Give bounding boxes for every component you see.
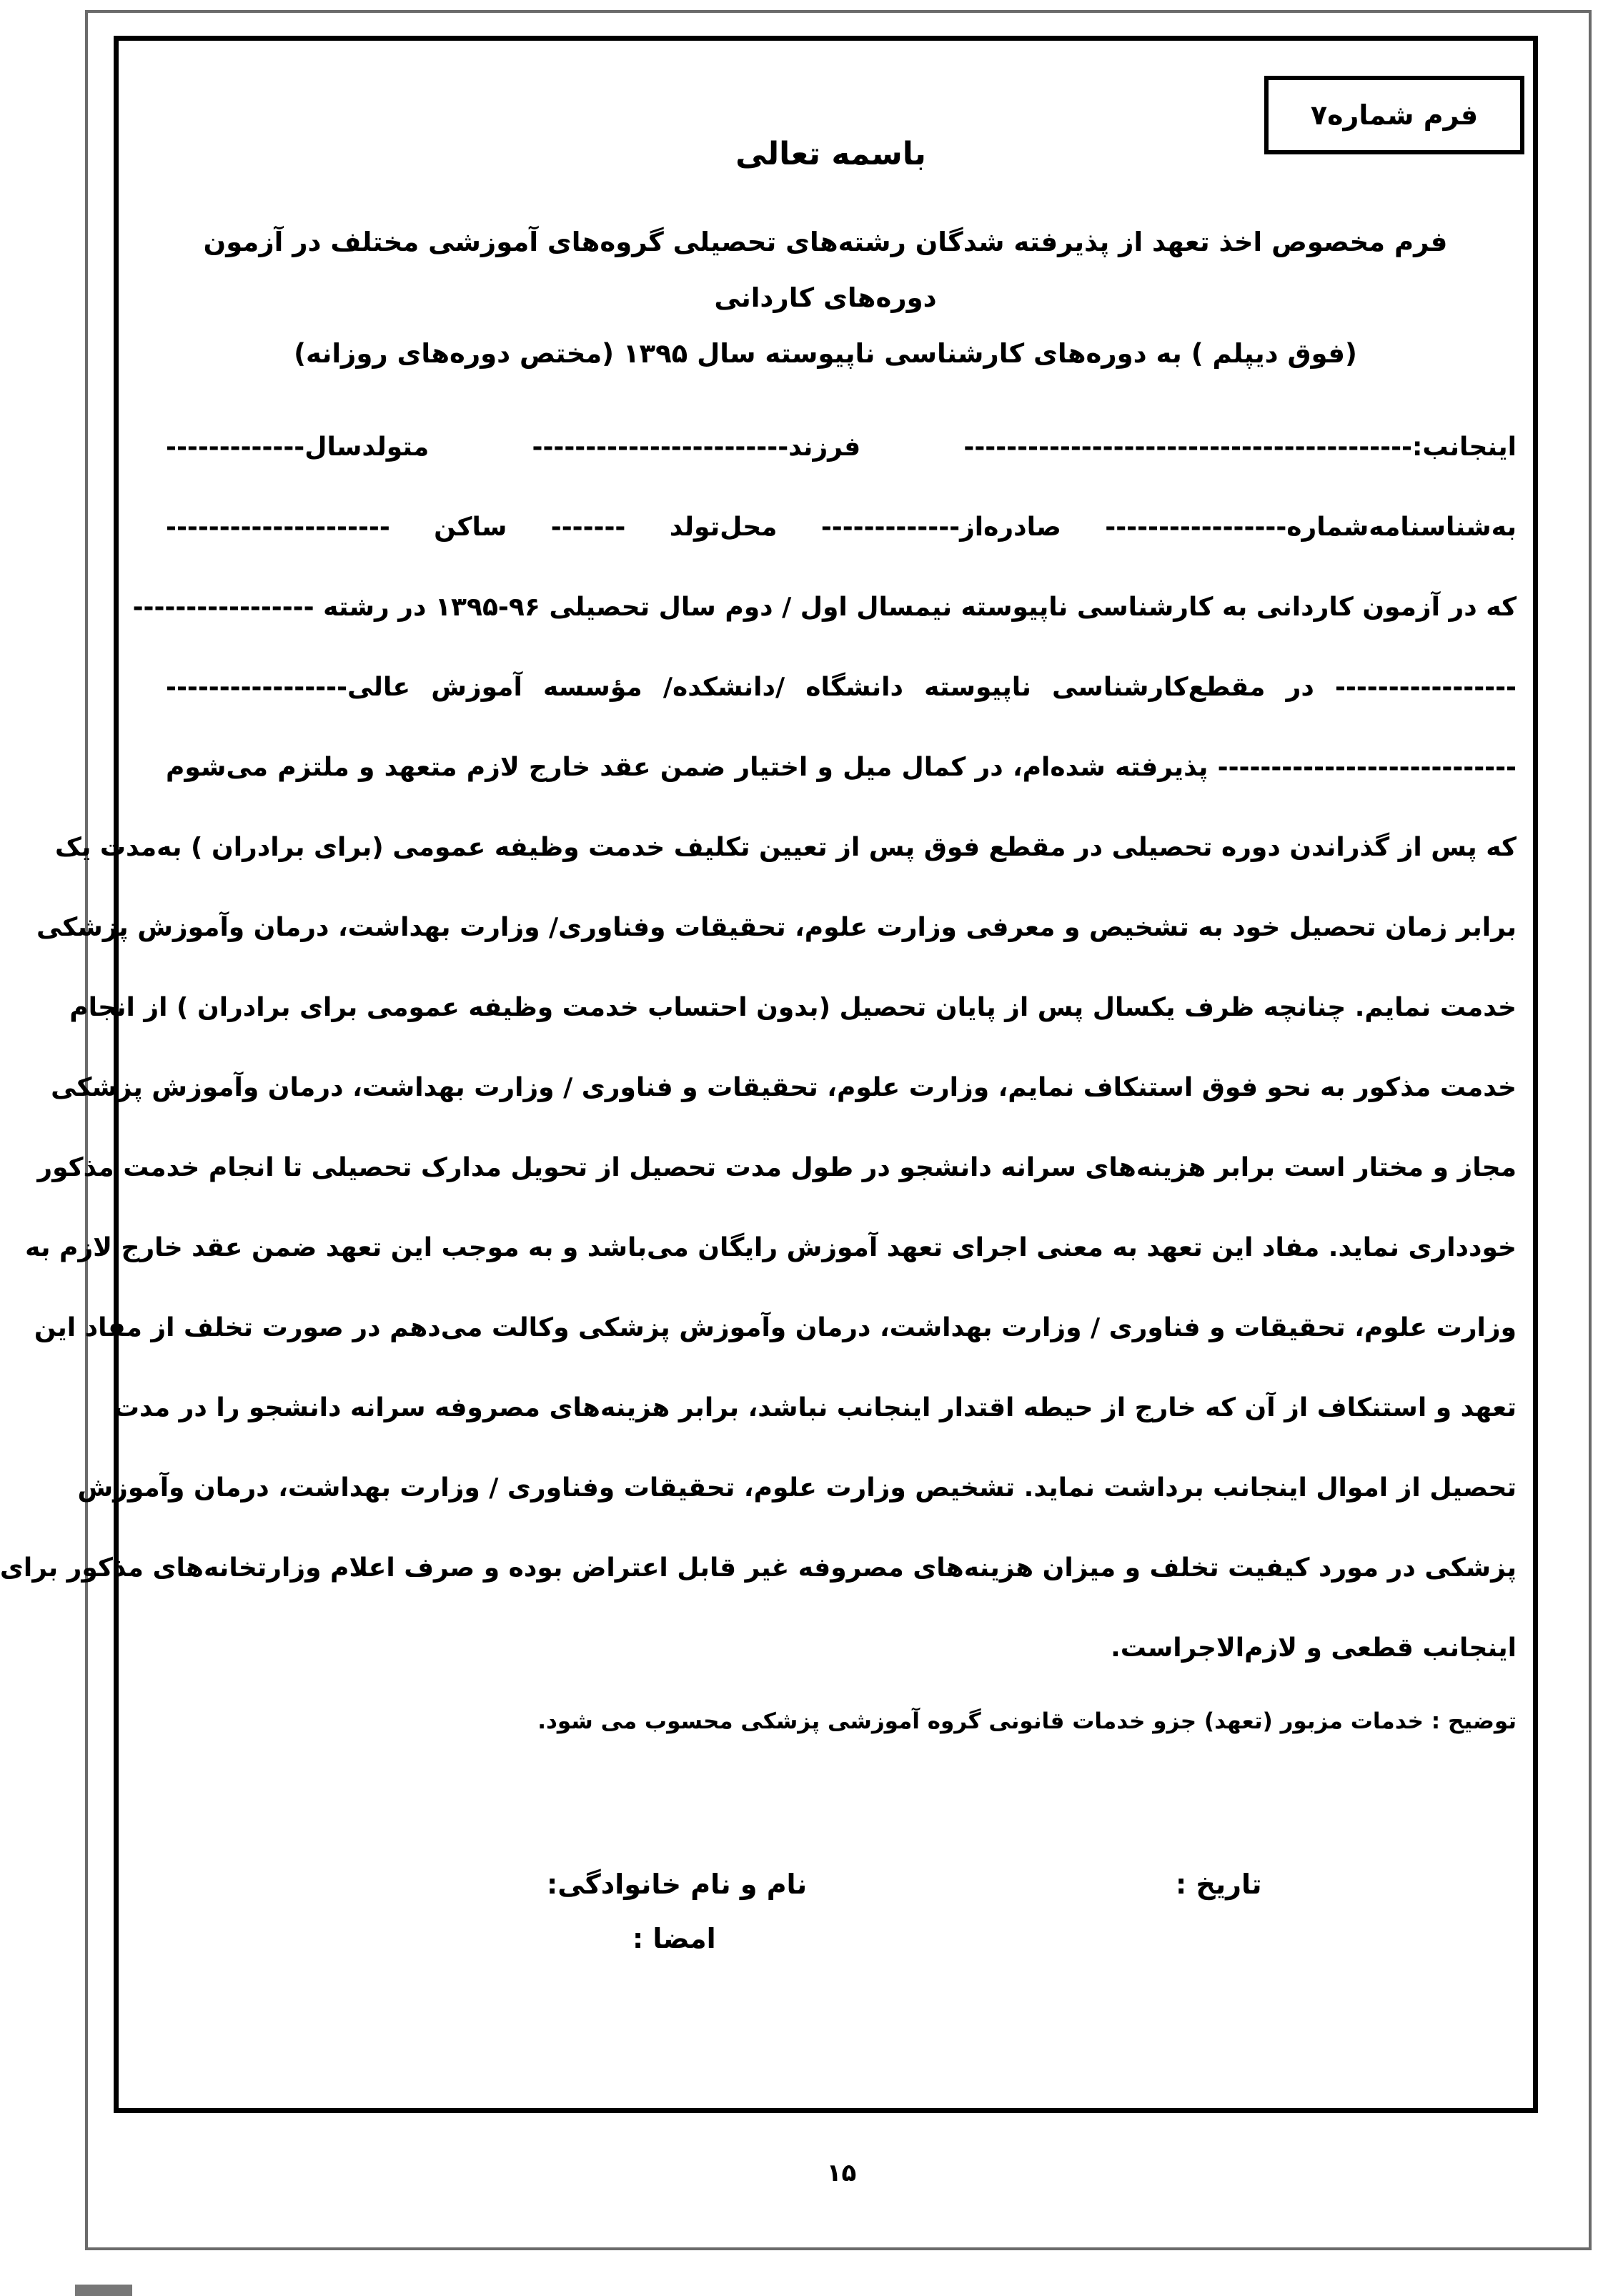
body-line-13: تعهد و استنکاف از آن که خارج از حیطه اقتدار اینجانب نباشد، برابر هزینه‌های مصروفه سرانه دانشجو را در مدت bbox=[113, 1393, 1517, 1422]
body-line-10: مجاز و مختار است برابر هزینه‌های سرانه دانشجو در طول مدت تحصیل از تحویل مدارک تحصیلی تا انجام خدمت مذکور bbox=[37, 1153, 1517, 1182]
subtitle-line-1: فرم مخصوص اخذ تعهد از پذیرفته شدگان رشته‌های تحصیلی گروه‌های آموزشی مختلف در آزمون دوره‌های کاردانی bbox=[203, 227, 1448, 313]
body-line-9: خدمت مذکور به نحو فوق استنکاف نمایم، وزارت علوم، تحقیقات و فناوری / وزارت بهداشت، درمان وآموزش پزشکی bbox=[51, 1073, 1517, 1102]
body-line-2: به‌شناسنامه‌شماره----------------- صادره‌از------------- محل‌تولد ------- ساکن --------------------- bbox=[166, 513, 1517, 542]
full-name-label: نام و نام خانوادگی: bbox=[547, 1869, 808, 1900]
body-line-11: خودداری نماید. مفاد این تعهد به معنی اجرای تعهد آموزش رایگان می‌باشد و به موجب این تعهد ضمن عقد خارج لازم به bbox=[25, 1233, 1517, 1262]
page-number: ۱۵ bbox=[826, 2159, 857, 2187]
signature-label: امضا : bbox=[632, 1923, 716, 1954]
date-label: تاریخ : bbox=[1176, 1869, 1262, 1900]
body-line-5: ---------------------------- پذیرفته شده‌ام، در کمال میل و اختیار ضمن عقد خارج لازم متعهد و ملتزم می‌شوم bbox=[166, 753, 1517, 782]
body-line-14: تحصیل از اموال اینجانب برداشت نماید. تشخیص وزارت علوم، تحقیقات وفناوری / وزارت بهداشت، درمان وآموزش bbox=[77, 1473, 1517, 1503]
body-line-16: اینجانب قطعی و لازم‌الاجراست. bbox=[1111, 1633, 1517, 1663]
explanation-note: توضیح : خدمات مزبور (تعهد) جزو خدمات قانونی گروه آموزشی پزشکی محسوب می شود. bbox=[537, 1708, 1517, 1734]
body-line-1: اینجانب:------------------------------------------ فرزند------------------------ متولدسال------------- bbox=[166, 432, 1517, 462]
corner-mark bbox=[75, 2285, 132, 2296]
document-subtitle bbox=[161, 214, 1490, 382]
form-number: فرم شماره۷ bbox=[1310, 99, 1479, 131]
body-line-3: که در آزمون کاردانی به کارشناسی ناپیوسته نیمسال اول / دوم سال تحصیلی ۹۶-۱۳۹۵ در رشته ----------------- bbox=[132, 593, 1517, 622]
subtitle-line-2: (فوق دیپلم ) به دوره‌های کارشناسی ناپیوسته سال ۱۳۹۵ (مختص دوره‌های روزانه) bbox=[294, 338, 1357, 369]
body-line-12: وزارت علوم، تحقیقات و فناوری / وزارت بهداشت، درمان وآموزش پزشکی وکالت می‌دهم در صورت تخلف از مفاد این bbox=[34, 1313, 1517, 1342]
body-line-7: برابر زمان تحصیل خود به تشخیص و معرفی وزارت علوم، تحقیقات وفناوری/ وزارت بهداشت، درمان وآموزش پزشکی bbox=[36, 913, 1517, 942]
body-line-15: پزشکی در مورد کیفیت تخلف و میزان هزینه‌های مصروفه غیر قابل اعتراض بوده و صرف اعلام وزارتخانه‌های مذکور برای bbox=[0, 1553, 1517, 1583]
body-line-8: خدمت نمایم. چنانچه ظرف یکسال پس از پایان تحصیل (بدون احتساب خدمت وظیفه عمومی برای برادران ) از انجام bbox=[69, 993, 1517, 1022]
body-line-6: که پس از گذراندن دوره تحصیلی در مقطع فوق پس از تعیین تکلیف خدمت وظیفه عمومی (برای برادران ) به‌مدت یک bbox=[54, 833, 1517, 862]
body-line-4: ----------------- در مقطع‌کارشناسی ناپیوسته دانشگاه /دانشکده/ مؤسسه آموزش عالی----------------- bbox=[166, 673, 1517, 702]
document-title: باسمه تعالی bbox=[735, 136, 926, 172]
